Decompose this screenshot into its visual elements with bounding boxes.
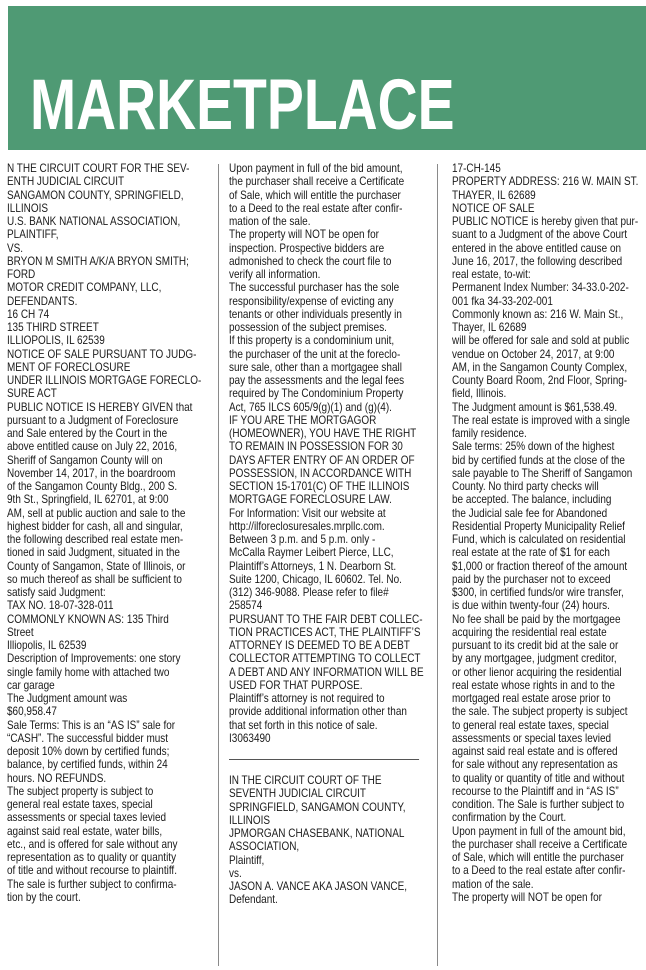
notice-line: provide additional information other than bbox=[229, 705, 407, 719]
notice-line: above entitled cause on July 22, 2016, bbox=[7, 440, 178, 454]
notice-line: ILLINOIS bbox=[7, 201, 49, 215]
notice-line: general real estate taxes, special bbox=[7, 798, 153, 811]
notice-line: NOTICE OF SALE PURSUANT TO JUDG- bbox=[7, 347, 197, 361]
notice-line: No fee shall be paid by the mortgagee bbox=[452, 612, 621, 626]
notice-line: AM, in the Sangamon County Complex, bbox=[452, 360, 628, 374]
notice-line: mation of the sale. bbox=[452, 877, 534, 891]
notice-line: pay the assessments and the legal fees bbox=[229, 374, 405, 387]
notice-line: The sale is further subject to confirma- bbox=[7, 877, 177, 891]
notice-line: MENT OF FORECLOSURE bbox=[7, 360, 131, 374]
notice-line: The real estate is improved with a single bbox=[452, 413, 630, 427]
notice-line: pursuant to a Judgment of Foreclosure bbox=[7, 413, 179, 427]
notice-line: June 16, 2017, the following described bbox=[452, 254, 623, 268]
notice-line: Sheriff of Sangamon County will on bbox=[7, 453, 163, 467]
notice-line: ASSOCIATION, bbox=[229, 840, 300, 854]
notice-line: U.S. BANK NATIONAL ASSOCIATION, bbox=[7, 215, 181, 228]
notice-line: The subject property is subject to bbox=[7, 784, 154, 798]
notice-line: so much thereof as shall be sufficient to bbox=[7, 572, 182, 586]
notice-line: County. No third party checks will bbox=[452, 480, 599, 493]
notice-line: Permanent Index Number: 34-33.0-202- bbox=[452, 281, 629, 295]
notice-line: of title and without recourse to plaintiff. bbox=[7, 864, 177, 878]
notice-line: deposit 10% down by certified funds; bbox=[7, 745, 170, 758]
legal-notice bbox=[229, 162, 425, 745]
notice-line: entered in the above entitled cause on bbox=[452, 241, 622, 255]
notice-line: http://ilforeclosuresales.mrpllc.com. bbox=[229, 519, 385, 533]
notice-line: 17-CH-145 bbox=[452, 162, 501, 175]
notice-line: Upon payment in full of the amount bid, bbox=[452, 824, 626, 838]
notice-line: hours. NO REFUNDS. bbox=[7, 771, 107, 785]
notice-line: possession of the subject premises. bbox=[229, 321, 387, 334]
legal-notice bbox=[7, 162, 209, 904]
notice-line: paid by the purchaser not to exceed bbox=[452, 572, 611, 586]
notice-line: BRYON M SMITH A/K/A BRYON SMITH; bbox=[7, 254, 189, 268]
notice-separator bbox=[229, 759, 419, 760]
notice-line: etc., and is offered for sale without any bbox=[7, 837, 178, 851]
notice-line: car garage bbox=[7, 678, 55, 692]
notice-line: Act, 765 ILCS 605/9(g)(1) and (g)(4). bbox=[229, 400, 392, 414]
notice-line: “CASH”. The successful bidder must bbox=[7, 731, 169, 745]
notice-line: tion by the court. bbox=[7, 890, 81, 904]
notice-line: inspection. Prospective bidders are bbox=[229, 241, 385, 255]
notice-line: Upon payment in full of the bid amount, bbox=[229, 162, 403, 175]
notice-line: required by The Condominium Property bbox=[229, 387, 404, 401]
notice-line: For Information: Visit our website at bbox=[229, 506, 386, 520]
notice-line: Fund, which is calculated on residential bbox=[452, 533, 626, 546]
notice-line: The Judgment amount is $61,538.49. bbox=[452, 400, 618, 414]
notice-line: A DEBT AND ANY INFORMATION WILL BE bbox=[229, 665, 424, 679]
notice-line: County of Sangamon, State of Illinois, or bbox=[7, 559, 186, 573]
notice-line: ATTORNEY IS DEEMED TO BE A DEBT bbox=[229, 639, 410, 652]
notice-line: $60,958.47 bbox=[7, 705, 57, 719]
notice-line: McCalla Raymer Leibert Pierce, LLC, bbox=[229, 546, 394, 560]
notice-line: admonished to check the court file to bbox=[229, 254, 392, 268]
notice-line: balance, by certified funds, within 24 bbox=[7, 758, 168, 772]
notice-line: NOTICE OF SALE bbox=[452, 201, 535, 215]
notice-line: vendue on October 24, 2017, at 9:00 bbox=[452, 347, 615, 361]
notice-line: Residential Property Municipality Relief bbox=[452, 519, 625, 533]
notice-line: USED FOR THAT PURPOSE. bbox=[229, 678, 363, 692]
notice-line: The successful purchaser has the sole bbox=[229, 281, 400, 295]
notice-line: $1,000 or fraction thereof of the amount bbox=[452, 559, 628, 573]
marketplace-banner bbox=[8, 6, 646, 150]
notice-line: mortgaged real estate arose prior to bbox=[452, 692, 611, 705]
notice-line: the Judicial sale fee for Abandoned bbox=[452, 506, 608, 520]
column-2 bbox=[229, 162, 425, 966]
notice-line: N THE CIRCUIT COURT FOR THE SEV- bbox=[7, 162, 190, 175]
notice-line: IF YOU ARE THE MORTGAGOR bbox=[229, 413, 377, 427]
notice-line: the purchaser shall receive a Certificate bbox=[452, 837, 628, 851]
notice-line: TION PRACTICES ACT, THE PLAINTIFF’S bbox=[229, 625, 421, 639]
legal-notice bbox=[229, 774, 425, 907]
notice-line: sale payable to The Sheriff of Sangamon bbox=[452, 466, 633, 480]
notice-line: The property will NOT be open for bbox=[229, 228, 380, 242]
notice-line: family residence. bbox=[452, 427, 527, 440]
notice-line: of the Sangamon County Bldg., 200 S. bbox=[7, 480, 178, 493]
notice-line: IN THE CIRCUIT COURT OF THE bbox=[229, 774, 382, 787]
notice-line: single family home with attached two bbox=[7, 665, 170, 679]
notice-line: Sale terms: 25% down of the highest bbox=[452, 440, 615, 454]
notice-line: representation as to quality or quantity bbox=[7, 851, 177, 864]
notice-line: to general real estate taxes, special bbox=[452, 718, 609, 732]
notice-line: tenants or other individuals presently in bbox=[229, 307, 402, 321]
notice-line: COLLECTOR ATTEMPTING TO COLLECT bbox=[229, 652, 421, 666]
column-3 bbox=[452, 162, 646, 966]
notice-line: to a Deed to the real estate after confir- bbox=[229, 201, 403, 215]
notice-line: Description of Improvements: one story bbox=[7, 652, 181, 666]
notice-line: Street bbox=[7, 625, 34, 639]
notice-line: for sale without any representation as bbox=[452, 758, 618, 772]
notice-line: UNDER ILLINOIS MORTGAGE FORECLO- bbox=[7, 374, 202, 387]
notice-line: 16 CH 74 bbox=[7, 307, 50, 321]
notice-line: of Sale, which will entitle the purchaser bbox=[452, 851, 624, 864]
notice-line: PURSUANT TO THE FAIR DEBT COLLEC- bbox=[229, 612, 423, 626]
notice-line: will be offered for sale and sold at public bbox=[452, 334, 630, 348]
notice-line: PROPERTY ADDRESS: 216 W. MAIN ST. bbox=[452, 175, 639, 189]
notice-line: ILLIOPOLIS, IL 62539 bbox=[7, 334, 105, 348]
notice-line: I3063490 bbox=[229, 731, 271, 745]
notice-line: or other lienor acquiring the residential bbox=[452, 665, 622, 679]
notice-line: $300, in certified funds/or wire transfer, bbox=[452, 586, 624, 599]
notice-line: DEFENDANTS. bbox=[7, 294, 78, 308]
notice-line: SPRINGFIELD, SANGAMON COUNTY, bbox=[229, 800, 406, 814]
notice-line: Thayer, IL 62689 bbox=[452, 321, 527, 334]
notice-line: to a Deed to the real estate after confir- bbox=[452, 864, 626, 878]
notice-line: real estate at the rate of $1 for each bbox=[452, 546, 610, 560]
notice-line: 258574 bbox=[229, 599, 263, 613]
notice-line: real estate, to-wit: bbox=[452, 268, 531, 281]
notice-line: COMMONLY KNOWN AS: 135 Third bbox=[7, 612, 169, 626]
notice-line: AM, sell at public auction and sale to the bbox=[7, 506, 186, 520]
notice-line: field, Illinois. bbox=[452, 387, 507, 401]
notice-line: sure sale, other than a mortgagee shall bbox=[229, 360, 402, 374]
notice-line: mation of the sale. bbox=[229, 215, 311, 228]
notice-line: tioned in said Judgment, situated in the bbox=[7, 546, 180, 560]
notice-line: Plaintiff’s attorney is not required to bbox=[229, 692, 385, 705]
notice-line: vs. bbox=[229, 866, 242, 880]
notice-line: Plaintiff, bbox=[229, 853, 265, 867]
notice-line: to quality or quantity of title and without bbox=[452, 771, 625, 785]
notice-line: the purchaser shall receive a Certificate bbox=[229, 175, 405, 189]
notice-line: assessments or special taxes levied bbox=[452, 731, 612, 745]
notice-line: SURE ACT bbox=[7, 387, 57, 401]
notice-line: POSSESSION, IN ACCORDANCE WITH bbox=[229, 466, 412, 480]
notice-line: PUBLIC NOTICE IS HEREBY GIVEN that bbox=[7, 400, 193, 414]
column-divider bbox=[437, 164, 438, 966]
notice-line: the purchaser of the unit at the foreclo- bbox=[229, 347, 401, 361]
notice-line: against said real estate and is offered bbox=[452, 745, 618, 758]
notice-line: 001 fka 34-33-202-001 bbox=[452, 294, 553, 308]
notice-line: the following described real estate men- bbox=[7, 533, 184, 546]
notice-line: Commonly known as: 216 W. Main St., bbox=[452, 307, 624, 321]
notice-line: is due within twenty-four (24) hours. bbox=[452, 599, 610, 613]
notice-line: verify all information. bbox=[229, 268, 321, 281]
notice-line: VS. bbox=[7, 241, 24, 255]
notice-line: The Judgment amount was bbox=[7, 692, 128, 705]
notice-line: County Board Room, 2nd Floor, Spring- bbox=[452, 374, 628, 387]
column-1 bbox=[7, 162, 209, 966]
notice-line: Illiopolis, IL 62539 bbox=[7, 639, 87, 652]
notice-line: JPMORGAN CHASEBANK, NATIONAL bbox=[229, 827, 405, 840]
notice-line: TO REMAIN IN POSSESSION FOR 30 bbox=[229, 440, 403, 454]
notice-line: 135 THIRD STREET bbox=[7, 321, 99, 334]
column-divider bbox=[218, 164, 219, 966]
notice-line: ENTH JUDICIAL CIRCUIT bbox=[7, 175, 125, 189]
notice-line: (HOMEOWNER), YOU HAVE THE RIGHT bbox=[229, 427, 417, 440]
notice-line: acquiring the residential real estate bbox=[452, 625, 607, 639]
legal-notice bbox=[452, 162, 646, 904]
notice-line: SANGAMON COUNTY, SPRINGFIELD, bbox=[7, 188, 184, 202]
notice-line: satisfy said Judgment: bbox=[7, 586, 106, 599]
notice-line: suant to a Judgment of the above Court bbox=[452, 228, 628, 242]
notice-line: The property will NOT be open for bbox=[452, 890, 603, 904]
notice-line: recourse to the Plaintiff and in “AS IS” bbox=[452, 784, 619, 798]
notice-line: Sale Terms: This is an “AS IS” sale for bbox=[7, 718, 176, 732]
notice-line: highest bidder for cash, all and singular, bbox=[7, 519, 183, 533]
notice-line: the sale. The subject property is subject bbox=[452, 705, 628, 719]
notice-line: by any mortgagee, judgment creditor, bbox=[452, 652, 617, 666]
notice-line: that set forth in this notice of sale. bbox=[229, 718, 378, 732]
notice-line: PUBLIC NOTICE is hereby given that pur- bbox=[452, 215, 639, 228]
notice-line: Plaintiff’s Attorneys, 1 N. Dearborn St. bbox=[229, 559, 397, 573]
notice-line: (312) 346-9088. Please refer to file# bbox=[229, 586, 389, 599]
notice-line: 9th St., Springfield, IL 62701, at 9:00 bbox=[7, 493, 169, 507]
notice-line: Defendant. bbox=[229, 893, 278, 907]
notice-line: THAYER, IL 62689 bbox=[452, 188, 536, 202]
notice-line: be accepted. The balance, including bbox=[452, 493, 612, 507]
notice-line: and Sale entered by the Court in the bbox=[7, 427, 168, 440]
notice-line: MOTOR CREDIT COMPANY, LLC, bbox=[7, 281, 162, 295]
notice-line: JASON A. VANCE AKA JASON VANCE, bbox=[229, 880, 408, 893]
notice-line: MORTGAGE FORECLOSURE LAW. bbox=[229, 493, 392, 507]
notice-line: of Sale, which will entitle the purchaser bbox=[229, 188, 401, 202]
notice-line: Between 3 p.m. and 5 p.m. only - bbox=[229, 533, 376, 546]
notice-line: If this property is a condominium unit, bbox=[229, 334, 395, 348]
notice-line: confirmation by the Court. bbox=[452, 811, 567, 825]
notice-line: SEVENTH JUDICIAL CIRCUIT bbox=[229, 787, 367, 801]
notice-line: bid by certified funds at the close of the bbox=[452, 453, 625, 467]
notice-line: responsibility/expense of evicting any bbox=[229, 294, 394, 308]
notice-line: ILLINOIS bbox=[229, 813, 271, 827]
notice-line: DAYS AFTER ENTRY OF AN ORDER OF bbox=[229, 453, 415, 467]
notice-line: FORD bbox=[7, 268, 36, 281]
notice-line: November 14, 2017, in the boardroom bbox=[7, 466, 176, 480]
notice-line: pursuant to its credit bid at the sale or bbox=[452, 639, 619, 652]
notice-line: Suite 1200, Chicago, IL 60602. Tel. No. bbox=[229, 572, 402, 586]
notice-line: condition. The Sale is further subject to bbox=[452, 798, 625, 811]
notice-line: assessments or special taxes levied bbox=[7, 811, 167, 825]
notice-line: TAX NO. 18-07-328-011 bbox=[7, 599, 114, 613]
page-title: MARKETPLACE bbox=[30, 66, 455, 145]
notice-line: real estate whose rights in and to the bbox=[452, 678, 615, 692]
notice-line: against said real estate, water bills, bbox=[7, 824, 163, 838]
notice-line: SECTION 15-1701(C) OF THE ILLINOIS bbox=[229, 480, 410, 493]
notice-line: PLAINTIFF, bbox=[7, 228, 59, 242]
